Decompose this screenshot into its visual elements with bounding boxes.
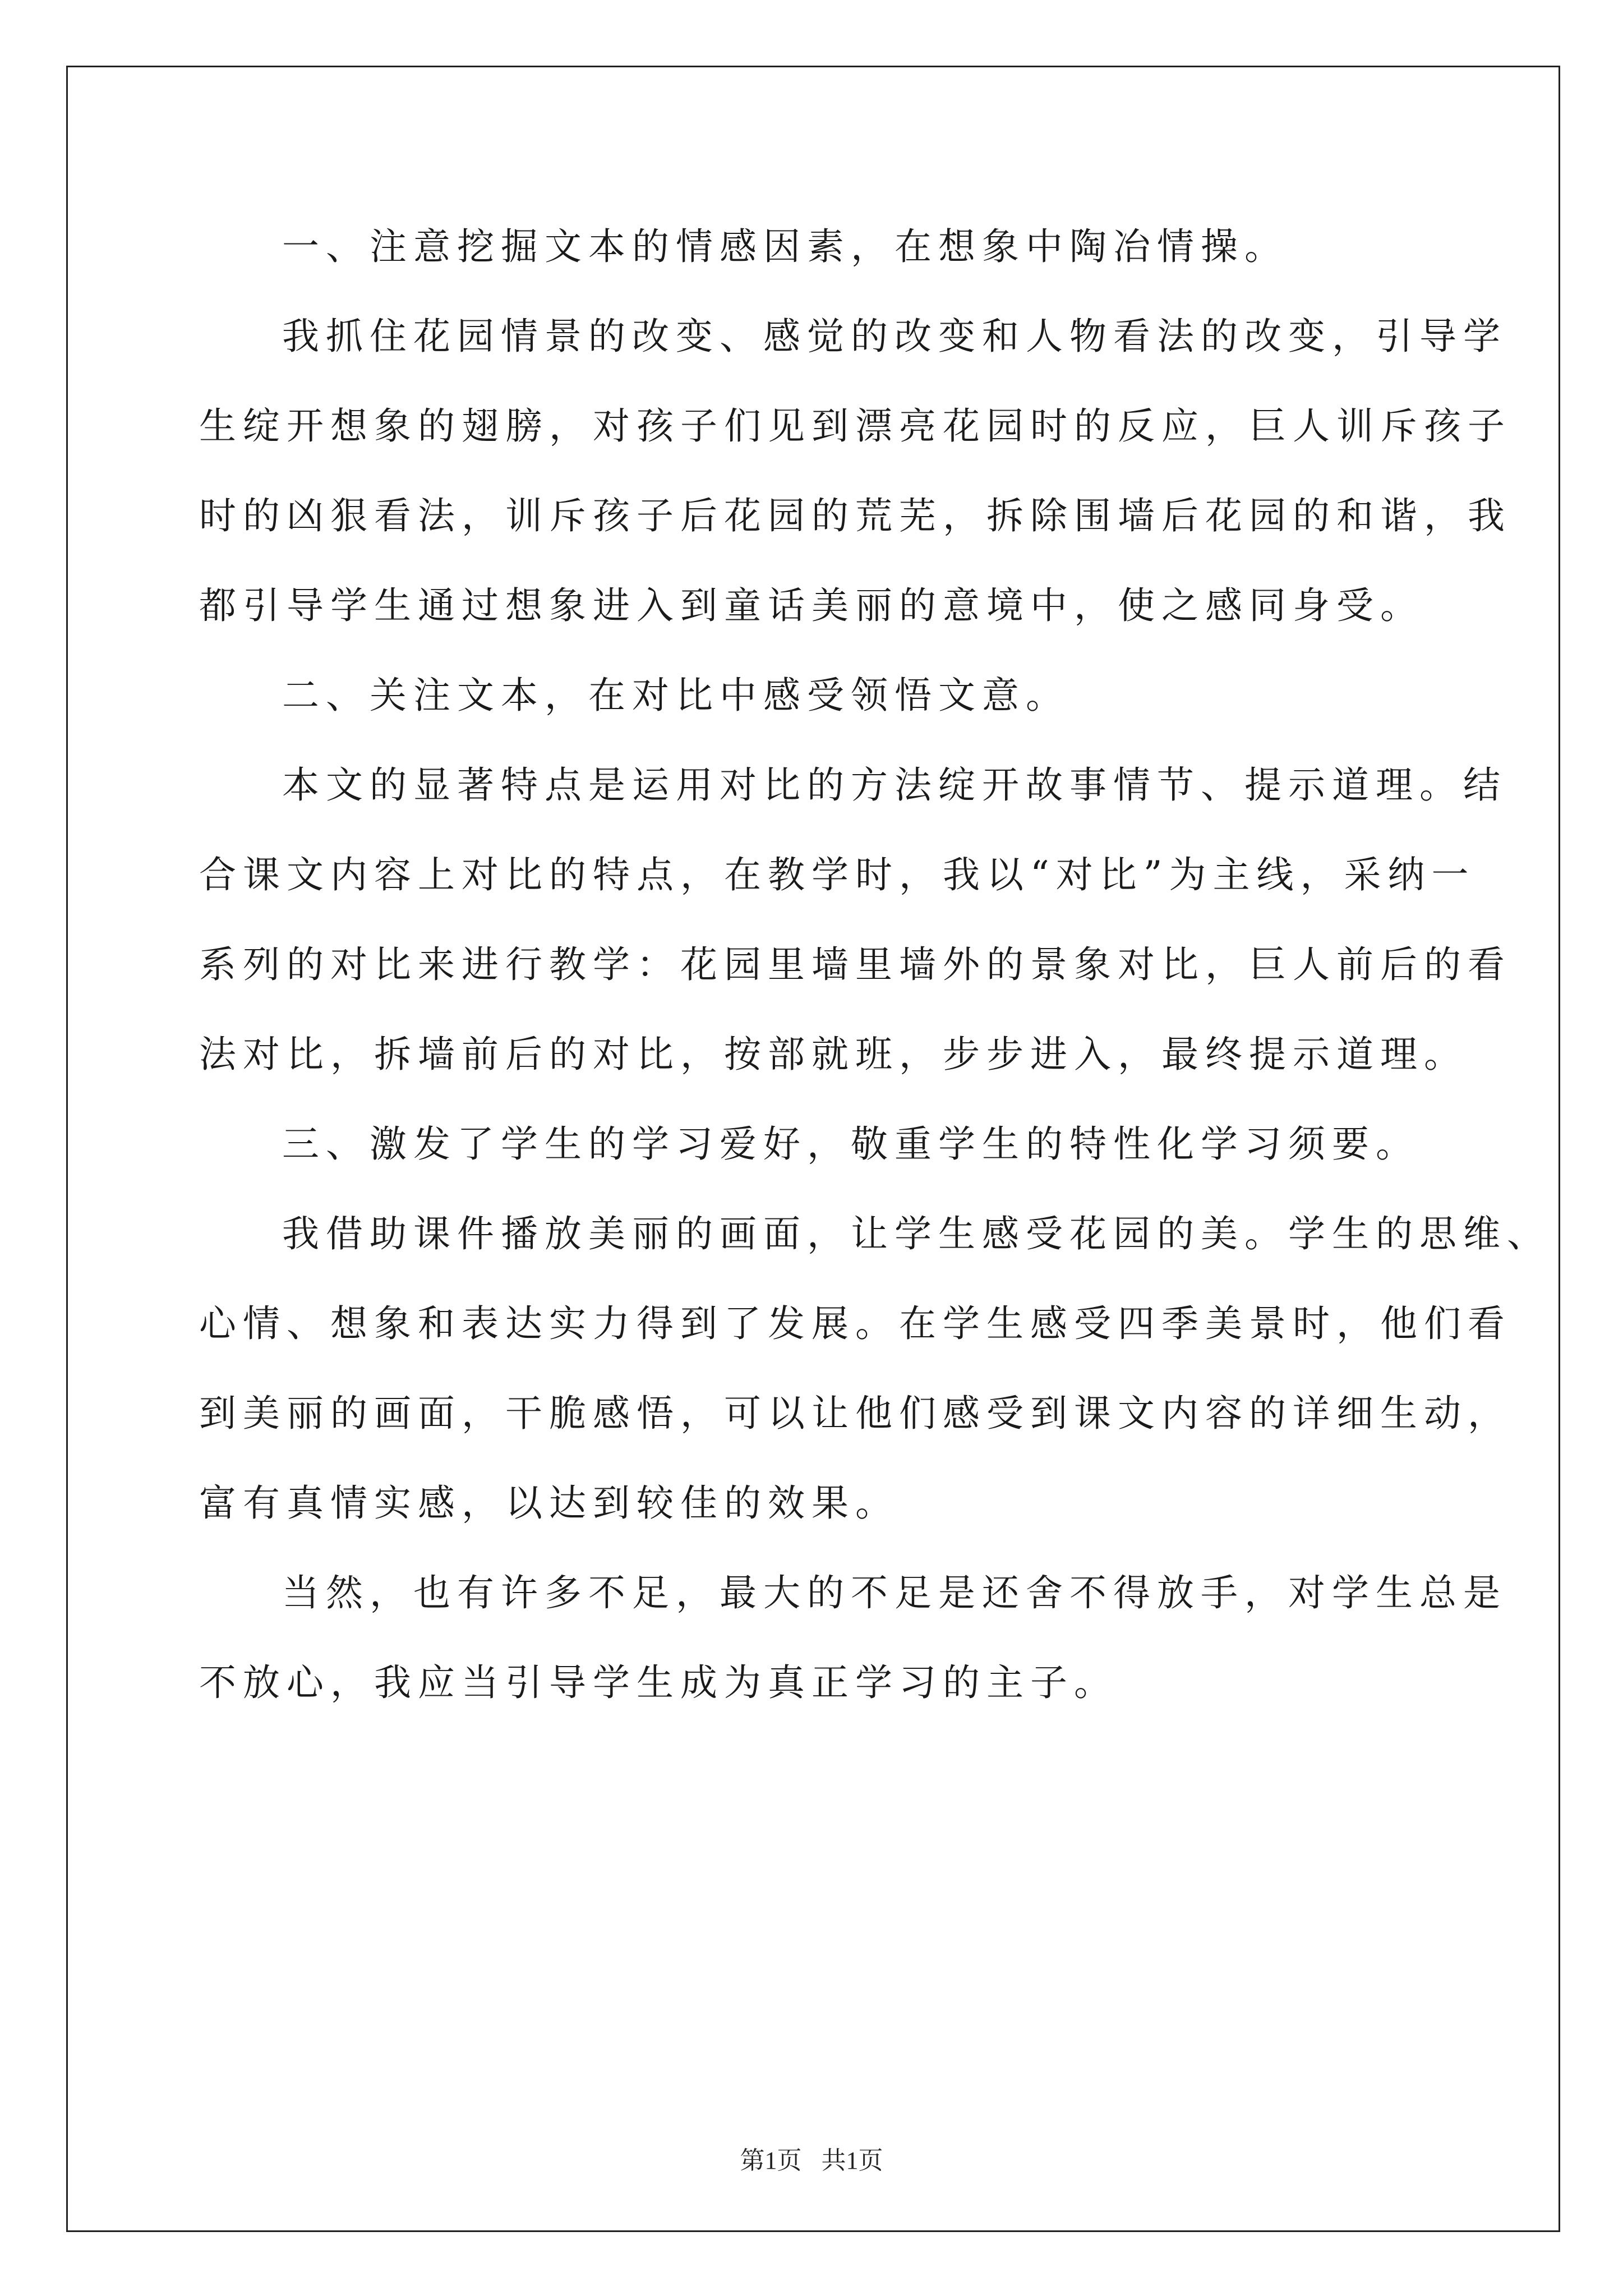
text-line: 到美丽的画面，干脆感悟，可以让他们感受到课文内容的详细生动，: [199, 1392, 1511, 1435]
text-line: 本文的显著特点是运用对比的方法绽开故事情节、提示道理。结: [282, 763, 1507, 807]
text-line: 心情、想象和表达实力得到了发展。在学生感受四季美景时，他们看: [199, 1302, 1511, 1345]
text-line: 三、激发了学生的学习爱好，敬重学生的特性化学习须要。: [282, 1122, 1419, 1166]
text-line: 富有真情实感，以达到较佳的效果。: [199, 1481, 899, 1525]
text-line: 都引导学生通过想象进入到童话美丽的意境中，使之感同身受。: [199, 584, 1424, 627]
text-line: 合课文内容上对比的特点，在教学时，我以“对比”为主线，采纳一: [199, 853, 1476, 896]
text-line: 不放心，我应当引导学生成为真正学习的主子。: [199, 1661, 1118, 1704]
text-line: 生绽开想象的翅膀，对孩子们见到漂亮花园时的反应，巨人训斥孩子: [199, 404, 1511, 448]
page-footer: 第1页 共1页: [740, 2147, 883, 2174]
text-line: 法对比，拆墙前后的对比，按部就班，步步进入，最终提示道理。: [199, 1033, 1468, 1076]
text-line: 我抓住花园情景的改变、感觉的改变和人物看法的改变，引导学: [282, 315, 1507, 358]
text-line: 当然，也有许多不足，最大的不足是还舍不得放手，对学生总是: [282, 1571, 1507, 1614]
text-line: 一、注意挖掘文本的情感因素，在想象中陶冶情操。: [282, 225, 1288, 268]
text-line: 系列的对比来进行教学：花园里墙里墙外的景象对比，巨人前后的看: [199, 943, 1511, 986]
text-line: 我借助课件播放美丽的画面，让学生感受花园的美。学生的思维、: [282, 1212, 1551, 1255]
text-line: 时的凶狠看法，训斥孩子后花园的荒芜，拆除围墙后花园的和谐，我: [199, 494, 1511, 537]
document-body: [199, 202, 1551, 1728]
text-line: 二、关注文本，在对比中感受领悟文意。: [282, 674, 1069, 717]
